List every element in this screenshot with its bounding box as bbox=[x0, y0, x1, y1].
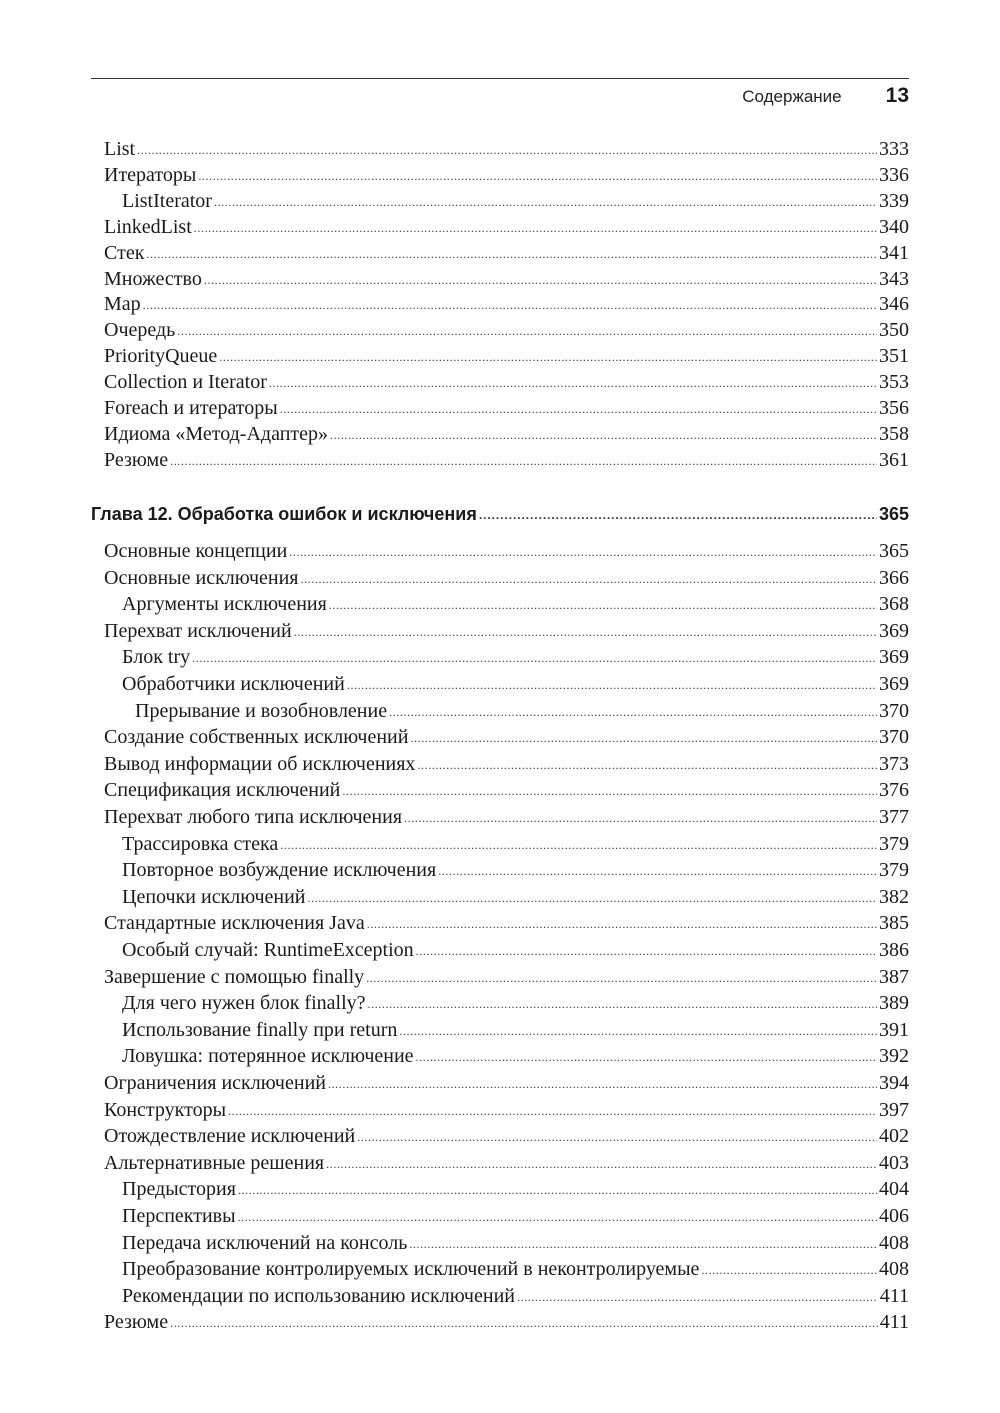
dot-leader bbox=[517, 1284, 878, 1310]
entry-title: Предыстория bbox=[122, 1178, 236, 1200]
entry-title: Перехват исключений bbox=[104, 620, 292, 642]
dot-leader bbox=[194, 215, 877, 241]
toc-entry bbox=[91, 831, 909, 857]
dot-leader bbox=[308, 885, 878, 911]
entry-page: 403 bbox=[879, 1152, 909, 1174]
toc-entry bbox=[91, 1283, 909, 1309]
toc-entry bbox=[91, 857, 909, 883]
entry-page: 377 bbox=[879, 806, 909, 828]
entry-title: Перспективы bbox=[122, 1205, 236, 1227]
entry-title: Ловушка: потерянное исключение bbox=[122, 1045, 414, 1067]
toc-entry bbox=[91, 1150, 909, 1176]
entry-title: Преобразование контролируемых исключений в неконтролируемые bbox=[122, 1258, 700, 1280]
toc-entry bbox=[91, 343, 909, 369]
entry-page: 365 bbox=[879, 540, 909, 562]
dot-leader bbox=[330, 422, 877, 448]
entry-page: 368 bbox=[879, 593, 909, 615]
toc-entry bbox=[91, 644, 909, 670]
toc-entry bbox=[91, 136, 909, 162]
toc-entry bbox=[91, 1203, 909, 1229]
toc-entry bbox=[91, 1309, 909, 1335]
dot-leader bbox=[366, 965, 877, 991]
dot-leader bbox=[410, 725, 877, 751]
entry-title: Резюме bbox=[104, 449, 169, 471]
toc-entry bbox=[91, 188, 909, 214]
toc-entry bbox=[91, 266, 909, 292]
entry-title: Map bbox=[104, 293, 141, 315]
toc-entry bbox=[91, 698, 909, 724]
entry-title: Прерывание и возобновление bbox=[135, 700, 388, 722]
toc-entry bbox=[91, 565, 909, 591]
dot-leader bbox=[417, 752, 877, 778]
entry-page: 361 bbox=[879, 449, 909, 471]
dot-leader bbox=[357, 1124, 877, 1150]
entry-title: LinkedList bbox=[104, 216, 192, 238]
entry-page: 370 bbox=[879, 700, 909, 722]
dot-leader bbox=[198, 163, 877, 189]
entry-page: 379 bbox=[879, 833, 909, 855]
entry-page: 385 bbox=[879, 912, 909, 934]
toc-entry bbox=[91, 291, 909, 317]
entry-page: 411 bbox=[879, 1285, 909, 1307]
toc-entry bbox=[91, 240, 909, 266]
toc-entry bbox=[91, 618, 909, 644]
entry-title: Обработчики исключений bbox=[122, 673, 345, 695]
entry-title: Цепочки исключений bbox=[122, 886, 306, 908]
entry-page: 389 bbox=[879, 992, 909, 1014]
dot-leader bbox=[389, 699, 877, 725]
dot-leader bbox=[146, 241, 877, 267]
entry-page: 369 bbox=[879, 673, 909, 695]
dot-leader bbox=[214, 189, 877, 215]
toc-entry bbox=[91, 884, 909, 910]
entry-title: Создание собственных исключений bbox=[104, 726, 409, 748]
entry-page: 356 bbox=[879, 397, 909, 419]
chapter-page: 365 bbox=[878, 504, 909, 524]
entry-title: PriorityQueue bbox=[104, 345, 218, 367]
entry-page: 370 bbox=[879, 726, 909, 748]
entry-page: 404 bbox=[879, 1178, 909, 1200]
dot-leader bbox=[269, 370, 877, 396]
entry-page: 376 bbox=[879, 779, 909, 801]
dot-leader bbox=[204, 267, 877, 293]
entry-page: 397 bbox=[879, 1099, 909, 1121]
dot-leader bbox=[238, 1177, 877, 1203]
dot-leader bbox=[170, 1310, 878, 1336]
toc-entry bbox=[91, 1070, 909, 1096]
dot-leader bbox=[280, 396, 877, 422]
entry-title: Стек bbox=[104, 242, 145, 264]
dot-leader bbox=[399, 1018, 877, 1044]
page-number: 13 bbox=[885, 84, 909, 107]
dot-leader bbox=[416, 938, 877, 964]
entry-title: Использование finally при return bbox=[122, 1019, 398, 1041]
entry-title: Особый случай: RuntimeException bbox=[122, 939, 414, 961]
entry-title: Завершение с помощью finally bbox=[104, 966, 365, 988]
entry-page: 379 bbox=[879, 859, 909, 881]
toc-entry bbox=[91, 804, 909, 830]
entry-title: Collection и Iterator bbox=[104, 371, 267, 393]
dot-leader bbox=[701, 1257, 877, 1283]
toc-entry bbox=[91, 1256, 909, 1282]
toc-entry bbox=[91, 1043, 909, 1069]
toc-entry bbox=[91, 910, 909, 936]
entry-title: Основные исключения bbox=[104, 567, 299, 589]
entry-page: 373 bbox=[879, 753, 909, 775]
entry-title: Трассировка стека bbox=[122, 833, 279, 855]
dot-leader bbox=[170, 448, 877, 474]
dot-leader bbox=[289, 539, 877, 565]
toc-entry bbox=[91, 317, 909, 343]
entry-title: Идиома «Метод-Адаптер» bbox=[104, 423, 329, 445]
entry-title: Спецификация исключений bbox=[104, 779, 341, 801]
entry-page: 408 bbox=[879, 1258, 909, 1280]
dot-leader bbox=[143, 292, 877, 318]
dot-leader bbox=[367, 911, 877, 937]
dot-leader bbox=[238, 1204, 877, 1230]
entry-page: 369 bbox=[879, 646, 909, 668]
entry-page: 339 bbox=[879, 190, 909, 212]
entry-page: 336 bbox=[879, 164, 909, 186]
entry-title: Ограничения исключений bbox=[104, 1072, 326, 1094]
entry-page: 387 bbox=[879, 966, 909, 988]
entry-page: 391 bbox=[879, 1019, 909, 1041]
entry-title: Резюме bbox=[104, 1311, 169, 1333]
section-name: Содержание bbox=[742, 87, 842, 106]
entry-title: Основные концепции bbox=[104, 540, 288, 562]
entry-page: 353 bbox=[879, 371, 909, 393]
entry-title: Стандартные исключения Java bbox=[104, 912, 365, 934]
toc-entry bbox=[91, 369, 909, 395]
dot-leader bbox=[294, 619, 877, 645]
chapter-title: Глава 12. Обработка ошибок и исключения bbox=[91, 504, 477, 524]
dot-leader bbox=[404, 805, 877, 831]
toc-entry bbox=[91, 751, 909, 777]
entry-page: 333 bbox=[879, 138, 909, 160]
entry-page: 358 bbox=[879, 423, 909, 445]
dot-leader bbox=[438, 858, 877, 884]
dot-leader bbox=[416, 1044, 877, 1070]
entry-page: 408 bbox=[879, 1232, 909, 1254]
entry-page: 341 bbox=[879, 242, 909, 264]
dot-leader bbox=[228, 1098, 877, 1124]
dot-leader bbox=[347, 672, 877, 698]
toc-entry bbox=[91, 990, 909, 1016]
entry-page: 369 bbox=[879, 620, 909, 642]
toc-entry bbox=[91, 1230, 909, 1256]
running-header bbox=[91, 84, 909, 112]
entry-title: Foreach и итераторы bbox=[104, 397, 278, 419]
entry-title: Передача исключений на консоль bbox=[122, 1232, 408, 1254]
entry-page: 411 bbox=[879, 1311, 909, 1333]
toc-entry bbox=[91, 777, 909, 803]
toc-entry bbox=[91, 591, 909, 617]
entry-title: Вывод информации об исключениях bbox=[104, 753, 416, 775]
entry-page: 382 bbox=[879, 886, 909, 908]
entry-title: Отождествление исключений bbox=[104, 1125, 356, 1147]
dot-leader bbox=[328, 1071, 877, 1097]
dot-leader bbox=[192, 645, 877, 671]
chapter-entry bbox=[91, 501, 909, 527]
entry-title: Очередь bbox=[104, 319, 176, 341]
entry-page: 346 bbox=[879, 293, 909, 315]
entry-page: 350 bbox=[879, 319, 909, 341]
entry-page: 402 bbox=[879, 1125, 909, 1147]
toc-entry bbox=[91, 724, 909, 750]
entry-page: 366 bbox=[879, 567, 909, 589]
toc-entry bbox=[91, 1017, 909, 1043]
dot-leader bbox=[280, 832, 877, 858]
dot-leader bbox=[177, 318, 877, 344]
toc-entry bbox=[91, 162, 909, 188]
toc-entry bbox=[91, 395, 909, 421]
dot-leader bbox=[409, 1231, 877, 1257]
entry-title: Конструкторы bbox=[104, 1099, 227, 1121]
dot-leader bbox=[342, 778, 877, 804]
header-rule bbox=[91, 78, 909, 79]
dot-leader bbox=[137, 137, 877, 163]
toc-entry bbox=[91, 538, 909, 564]
entry-title: Множество bbox=[104, 268, 202, 290]
toc-entry bbox=[91, 421, 909, 447]
toc-entry bbox=[91, 671, 909, 697]
entry-page: 394 bbox=[879, 1072, 909, 1094]
toc-entry bbox=[91, 447, 909, 473]
toc-entry bbox=[91, 937, 909, 963]
entry-title: Повторное возбуждение исключения bbox=[122, 859, 437, 881]
toc-entry bbox=[91, 1097, 909, 1123]
entry-page: 406 bbox=[879, 1205, 909, 1227]
entry-page: 343 bbox=[879, 268, 909, 290]
dot-leader bbox=[300, 566, 877, 592]
entry-page: 340 bbox=[879, 216, 909, 238]
entry-page: 351 bbox=[879, 345, 909, 367]
entry-title: ListIterator bbox=[122, 190, 212, 212]
toc-entry bbox=[91, 1176, 909, 1202]
entry-title: Аргументы исключения bbox=[122, 593, 327, 615]
entry-page: 392 bbox=[879, 1045, 909, 1067]
toc-entry bbox=[91, 964, 909, 990]
entry-title: Блок try bbox=[122, 646, 191, 668]
entry-page: 386 bbox=[879, 939, 909, 961]
entry-title: List bbox=[104, 138, 136, 160]
dot-leader bbox=[368, 991, 878, 1017]
entry-title: Перехват любого типа исключения bbox=[104, 806, 403, 828]
dot-leader bbox=[219, 344, 877, 370]
dot-leader bbox=[329, 592, 877, 618]
entry-title: Альтернативные решения bbox=[104, 1152, 325, 1174]
dot-leader bbox=[326, 1151, 877, 1177]
entry-title: Итераторы bbox=[104, 164, 197, 186]
entry-title: Для чего нужен блок finally? bbox=[122, 992, 366, 1014]
dot-leader bbox=[479, 502, 877, 528]
toc-entry bbox=[91, 214, 909, 240]
entry-title: Рекомендации по использованию исключений bbox=[122, 1285, 515, 1307]
toc-entry bbox=[91, 1123, 909, 1149]
